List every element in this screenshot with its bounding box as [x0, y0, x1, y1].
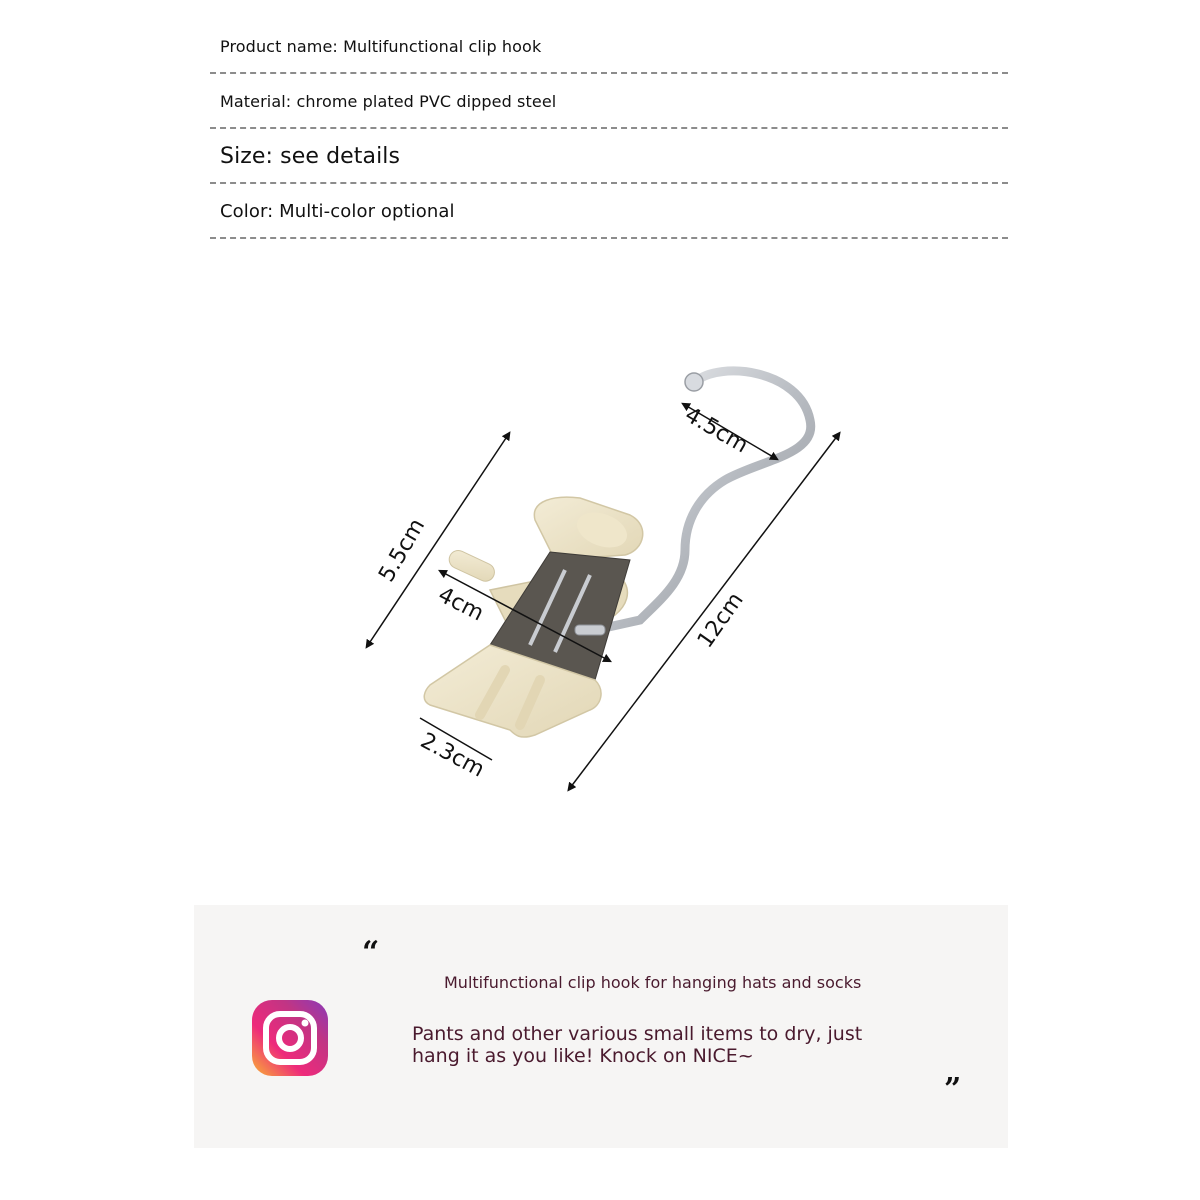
dim-arrow-clip-length	[368, 435, 508, 645]
spec-product-name	[210, 20, 1008, 74]
spec-material-text: Material: chrome plated PVC dipped steel	[220, 91, 557, 111]
dim-label-clip-length: 5.5cm	[374, 514, 431, 587]
spec-size	[210, 130, 1008, 184]
spec-color	[210, 185, 1008, 239]
spec-material	[210, 75, 1008, 129]
quote-card	[194, 905, 1008, 1148]
quote-line-2: Pants and other various small items to dry, just hang it as you like! Knock on NICE~	[412, 1023, 863, 1067]
quote-open-mark: “	[362, 935, 380, 970]
clip-pivot	[575, 625, 605, 635]
spec-list	[210, 20, 1008, 239]
quote-line-1: Multifunctional clip hook for hanging hats and socks	[444, 973, 862, 992]
hook-ball-tip	[685, 373, 703, 391]
spec-color-text: Color: Multi-color optional	[220, 200, 455, 222]
clip-hook-drawing	[340, 360, 860, 800]
dim-label-total: 12cm	[692, 588, 749, 653]
dim-label-jaw: 2.3cm	[416, 728, 489, 783]
instagram-icon	[250, 998, 330, 1078]
quote-close-mark: ”	[944, 1072, 962, 1107]
dim-label-hook: 4.5cm	[680, 402, 753, 459]
spec-product-name-text: Product name: Multifunctional clip hook	[220, 36, 542, 56]
dim-label-clip-width: 4cm	[433, 582, 488, 627]
spec-size-text: Size: see details	[220, 143, 401, 169]
product-illustration	[340, 360, 860, 800]
